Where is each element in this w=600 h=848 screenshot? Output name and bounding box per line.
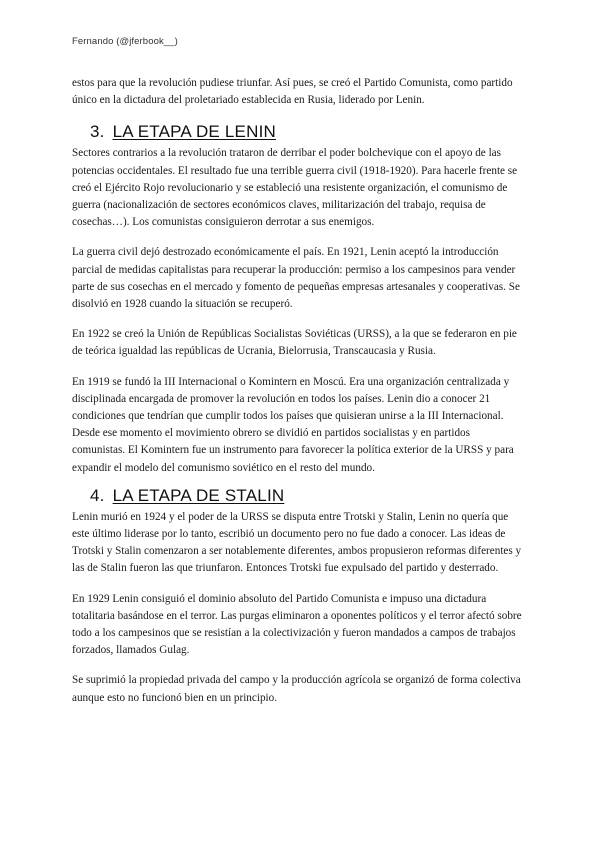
page-header-author: Fernando (@jferbook__) [72, 36, 178, 47]
section-4-heading [90, 485, 524, 507]
section-3-title: LA ETAPA DE LENIN [112, 122, 276, 142]
document-body [72, 75, 524, 720]
section-4-paragraph: Lenin murió en 1924 y el poder de la URSS se disputa entre Trotski y Stalin, Lenin no quería que este último liderase por lo tanto, escribió un documento pero no fue dado a conocer. Las ideas de Trotski y Stalin comenzaron a ser notablemente diferentes, ambos propusieron reformas diferentes y las de Stalin fueron las que triunfaron. Entonces Trotski fue expulsado del partido y desterrado. [72, 510, 522, 575]
section-3-paragraph: En 1922 se creó la Unión de Repúblicas Socialistas Soviéticas (URSS), a la que se federaron en pie de teórica igualdad las repúblicas de Ucrania, Bielorrusia, Transcaucasia y Rusia. [72, 328, 517, 358]
section-4-title: LA ETAPA DE STALIN [112, 485, 285, 505]
section-3-paragraph: En 1919 se fundó la III Internacional o Komintern en Moscú. Era una organización centralizada y disciplinada encargada de promover la revolución en todos los países. Lenin dio a conocer 21 condiciones que tendrían que cumplir todos los países que quisieran unirse a la III Internacional. Desde ese momento el movimiento obrero se dividió en partidos socialistas y en partidos comunistas. El Komintern fue un instrumento para favorecer la política exterior de la URSS y para expandir el modelo del comunismo soviético en el resto del mundo. [72, 375, 514, 474]
section-3-heading [90, 121, 524, 143]
section-3-paragraph: La guerra civil dejó destrozado económicamente el país. En 1921, Lenin aceptó la introducción parcial de medidas capitalistas para recuperar la producción: permiso a los campesinos para vender parte de sus cosechas en el mercado y fomento de pequeñas empresas artesanales y cooperativas. Se disolvió en 1928 cuando la situación se recuperó. [72, 246, 520, 311]
section-3-paragraph: Sectores contrarios a la revolución trataron de derribar el poder bolchevique con el apoyo de las potencias occidentales. El resultado fue una terrible guerra civil (1918-1920). Para hacerle frente se creó el Ejército Rojo revolucionario y se estableció una resistente organización, el comunismo de guerra (nacionalización de sectores económicos claves, militarización del trabajo, requisa de cosechas…). Los comunistas consiguieron derrotar a sus enemigos. [72, 147, 518, 229]
section-4-paragraph: Se suprimió la propiedad privada del campo y la producción agrícola se organizó de forma colectiva aunque esto no funcionó bien en un principio. [72, 674, 521, 704]
section-3-number: 3. [90, 122, 105, 142]
section-4-number: 4. [90, 485, 105, 505]
section-4-paragraph: En 1929 Lenin consiguió el dominio absoluto del Partido Comunista e impuso una dictadura totalitaria basándose en el terror. Las purgas eliminaron a oponentes políticos y el terror afectó sobre todo a los campesinos que se resistían a la colectivización y fueron mandados a campos de trabajos forzados, llamados Gulag. [72, 592, 522, 657]
intro-paragraph: estos para que la revolución pudiese triunfar. Así pues, se creó el Partido Comunista, como partido único en la dictadura del proletariado establecida en Rusia, liderado por Lenin. [72, 77, 513, 107]
